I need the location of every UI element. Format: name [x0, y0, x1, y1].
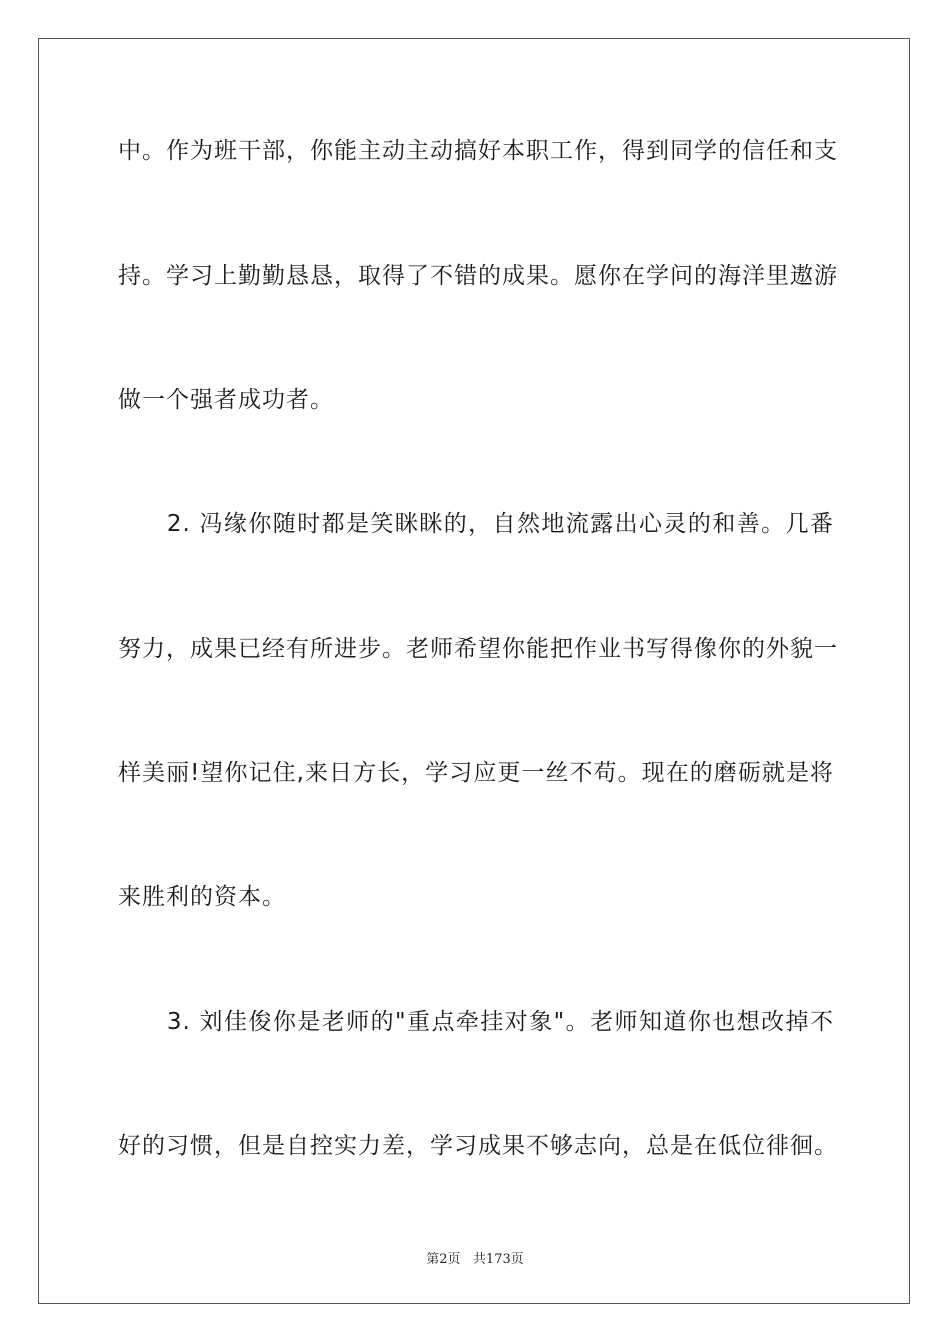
text-line-1: 中。作为班干部，你能主动主动搞好本职工作，得到同学的信任和支 — [118, 138, 838, 164]
text-line-6: 样美丽!望你记住,来日方长，学习应更一丝不苟。现在的磨砺就是将 — [118, 760, 834, 786]
text-line-8: 3. 刘佳俊你是老师的"重点牵挂对象"。老师知道你也想改掉不 — [118, 1009, 834, 1035]
page-number: 第2页 — [426, 1252, 461, 1267]
text-line-7: 来胜利的资本。 — [118, 884, 286, 910]
text-line-5: 努力，成果已经有所进步。老师希望你能把作业书写得像你的外貌一 — [118, 636, 838, 662]
page-footer — [0, 1248, 950, 1267]
text-line-2: 持。学习上勤勤恳恳，取得了不错的成果。愿你在学问的海洋里遨游 — [118, 263, 838, 289]
page-border — [38, 38, 910, 1304]
page-total: 共173页 — [472, 1252, 524, 1267]
text-line-3: 做一个强者成功者。 — [118, 387, 334, 413]
text-line-4: 2. 冯缘你随时都是笑眯眯的，自然地流露出心灵的和善。几番 — [118, 511, 834, 537]
text-line-9: 好的习惯，但是自控实力差，学习成果不够志向，总是在低位徘徊。 — [118, 1133, 838, 1159]
